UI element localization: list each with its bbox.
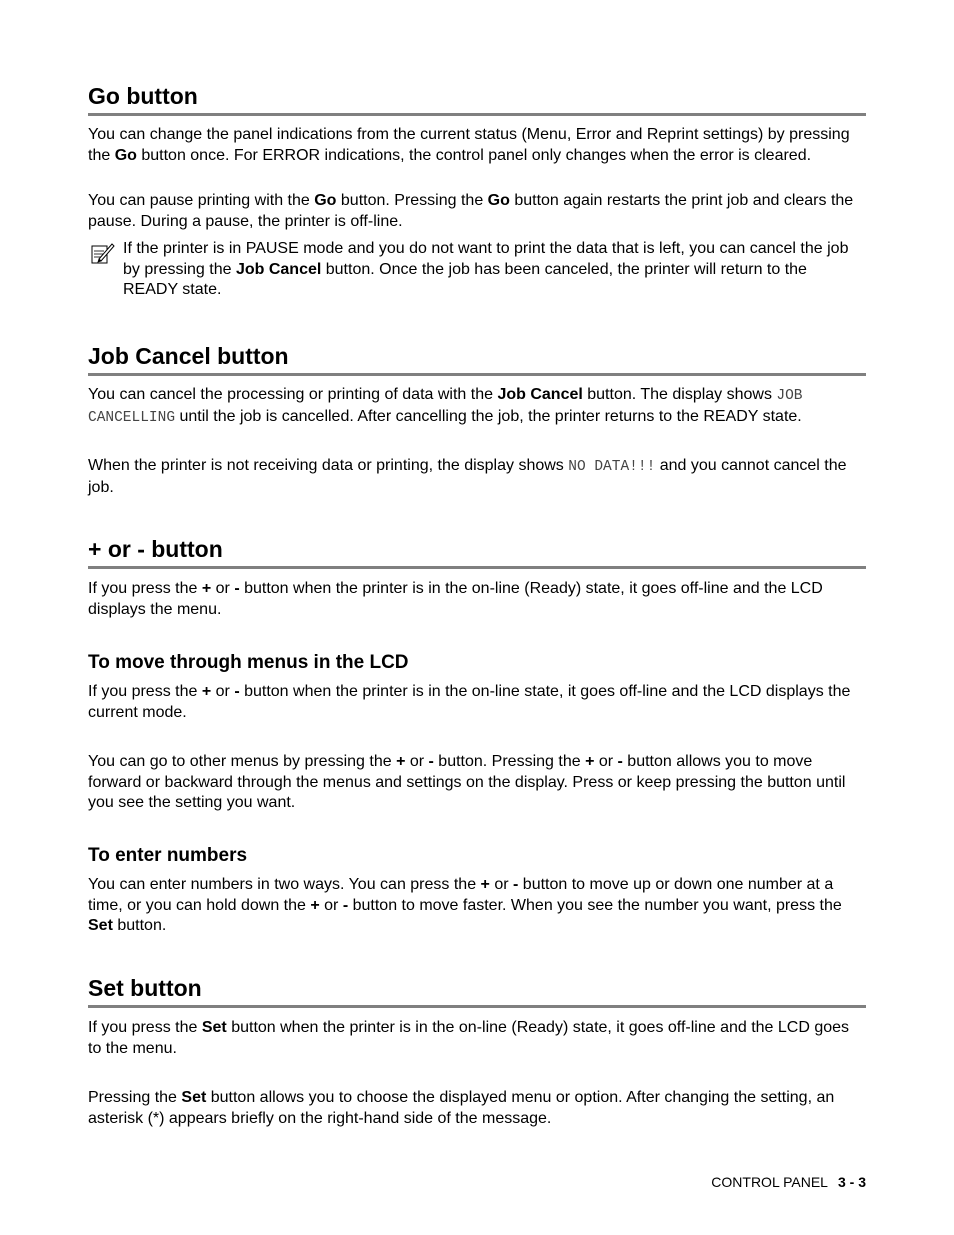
move-menus-paragraph-1: If you press the + or - button when the printer is in the on-line state, it goes off-line and the LCD displays the current mode. [88, 683, 851, 721]
pencil-note-icon [90, 241, 116, 265]
go-paragraph-2: You can pause printing with the Go button. Pressing the Go button again restarts the print job and clears the pause. During a pause, the printer is off-line. [88, 192, 854, 230]
heading-plus-minus-button: + or - button [88, 535, 866, 569]
enter-numbers-paragraph: You can enter numbers in two ways. You can press the + or - button to move up or down one number at a time, or you can hold down the + or - button to move faster. When you see the number you want, press the Set button. [88, 876, 842, 934]
heading-set-button: Set button [88, 974, 866, 1008]
plus-minus-paragraph-1: If you press the + or - button when the printer is in the on-line (Ready) state, it goes off-line and the LCD displays the menu. [88, 580, 823, 618]
job-cancel-paragraph-2: When the printer is not receiving data or printing, the display shows NO DATA!!! and you cannot cancel the job. [88, 457, 847, 496]
move-menus-paragraph-2: You can go to other menus by pressing the + or - button. Pressing the + or - button allows you to move forward or backward through the menus and settings on the display. Press or keep pressing the button until you see the setting you want. [88, 753, 846, 811]
set-paragraph-1: If you press the Set button when the printer is in the on-line (Ready) state, it goes off-line and the LCD goes to the menu. [88, 1019, 850, 1057]
heading-go-button: Go button [88, 82, 866, 116]
subheading-enter-numbers: To enter numbers [88, 845, 248, 866]
set-paragraph-2: Pressing the Set button allows you to choose the displayed menu or option. After changing the setting, an asterisk (*) appears briefly on the right-hand side of the message. [88, 1089, 835, 1127]
page-footer [711, 1173, 866, 1191]
note-text: If the printer is in PAUSE mode and you do not want to print the data that is left, you can cancel the job by pressing the Job Cancel button. Once the job has been canceled, the printer will return to the READY state. [123, 240, 849, 298]
page-number: 3 - 3 [837, 1174, 866, 1190]
subheading-move-through-menus: To move through menus in the LCD [88, 652, 409, 673]
heading-job-cancel-button: Job Cancel button [88, 342, 866, 376]
job-cancel-paragraph-1: You can cancel the processing or printing of data with the Job Cancel button. The display shows JOB CANCELLING until the job is cancelled. After cancelling the job, the printer returns to the READY state. [88, 386, 803, 426]
footer-label: CONTROL PANEL [711, 1174, 828, 1190]
go-paragraph-1: You can change the panel indications from the current status (Menu, Error and Reprint settings) by pressing the Go button once. For ERROR indications, the control panel only changes when the error is cleared. [88, 126, 850, 164]
